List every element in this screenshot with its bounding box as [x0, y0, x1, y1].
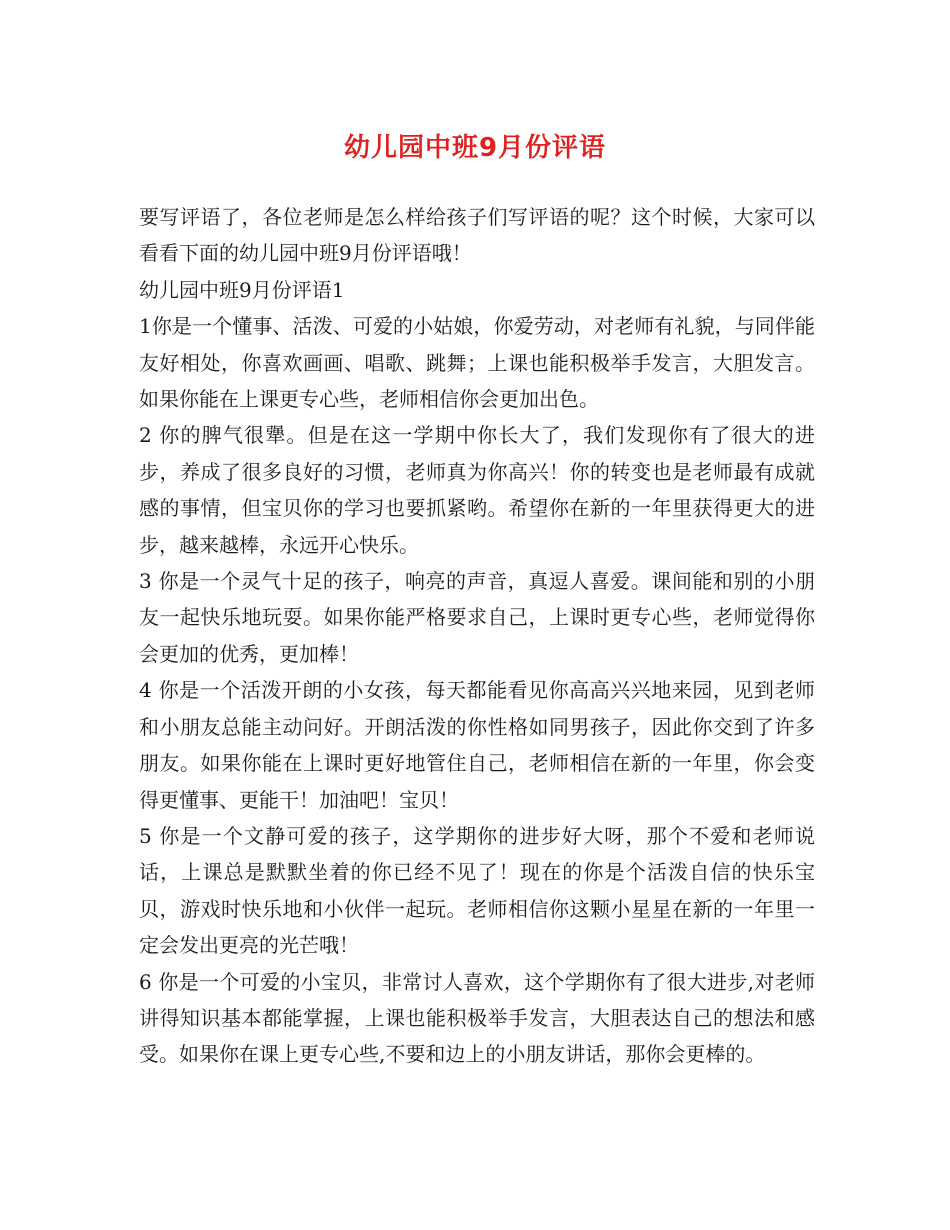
comment-paragraph-6: 6 你是一个可爱的小宝贝，非常讨人喜欢，这个学期你有了很大进步,对老师讲得知识基本都能掌握，上课也能积极举手发言，大胆表达自己的想法和感受。如果你在课上更专心些,不要和边上的小朋友讲话，那你会更棒的。 — [139, 969, 815, 1067]
comment-paragraph-1: 1你是一个懂事、活泼、可爱的小姑娘，你爱劳动，对老师有礼貌，与同伴能友好相处，你喜欢画画、唱歌、跳舞；上课也能积极举手发言，大胆发言。如果你能在上课更专心些，老师相信你会更加出色。 — [139, 314, 815, 412]
comment-paragraph-2: 2 你的脾气很犟。但是在这一学期中你长大了，我们发现你有了很大的进步，养成了很多良好的习惯，老师真为你高兴！你的转变也是老师最有成就感的事情，但宝贝你的学习也要抓紧哟。希望你在新的一年里获得更大的进步，越来越棒，永远开心快乐。 — [139, 423, 815, 557]
section-heading: 幼儿园中班9月份评语1 — [139, 277, 345, 302]
document-body — [139, 199, 815, 1073]
comment-paragraph-3: 3 你是一个灵气十足的孩子，响亮的声音，真逗人喜爱。课间能和别的小朋友一起快乐地玩耍。如果你能严格要求自己，上课时更专心些，老师觉得你会更加的优秀，更加棒！ — [139, 569, 815, 666]
comment-paragraph-5: 5 你是一个文静可爱的孩子，这学期你的进步好大呀，那个不爱和老师说话，上课总是默默坐着的你已经不见了！现在的你是个活泼自信的快乐宝贝，游戏时快乐地和小伙伴一起玩。老师相信你这颗小星星在新的一年里一定会发出更亮的光芒哦！ — [139, 823, 815, 958]
intro-paragraph: 要写评语了，各位老师是怎么样给孩子们写评语的呢？这个时候，大家可以看看下面的幼儿园中班9月份评语哦！ — [139, 205, 815, 266]
document-title: 幼儿园中班9月份评语 — [343, 133, 607, 163]
comment-paragraph-4: 4 你是一个活泼开朗的小女孩，每天都能看见你高高兴兴地来园，见到老师和小朋友总能主动问好。开朗活泼的你性格如同男孩子，因此你交到了许多朋友。如果你能在上课时更好地管住自己，老师相信在新的一年里，你会变得更懂事、更能干！加油吧！宝贝！ — [139, 678, 815, 812]
